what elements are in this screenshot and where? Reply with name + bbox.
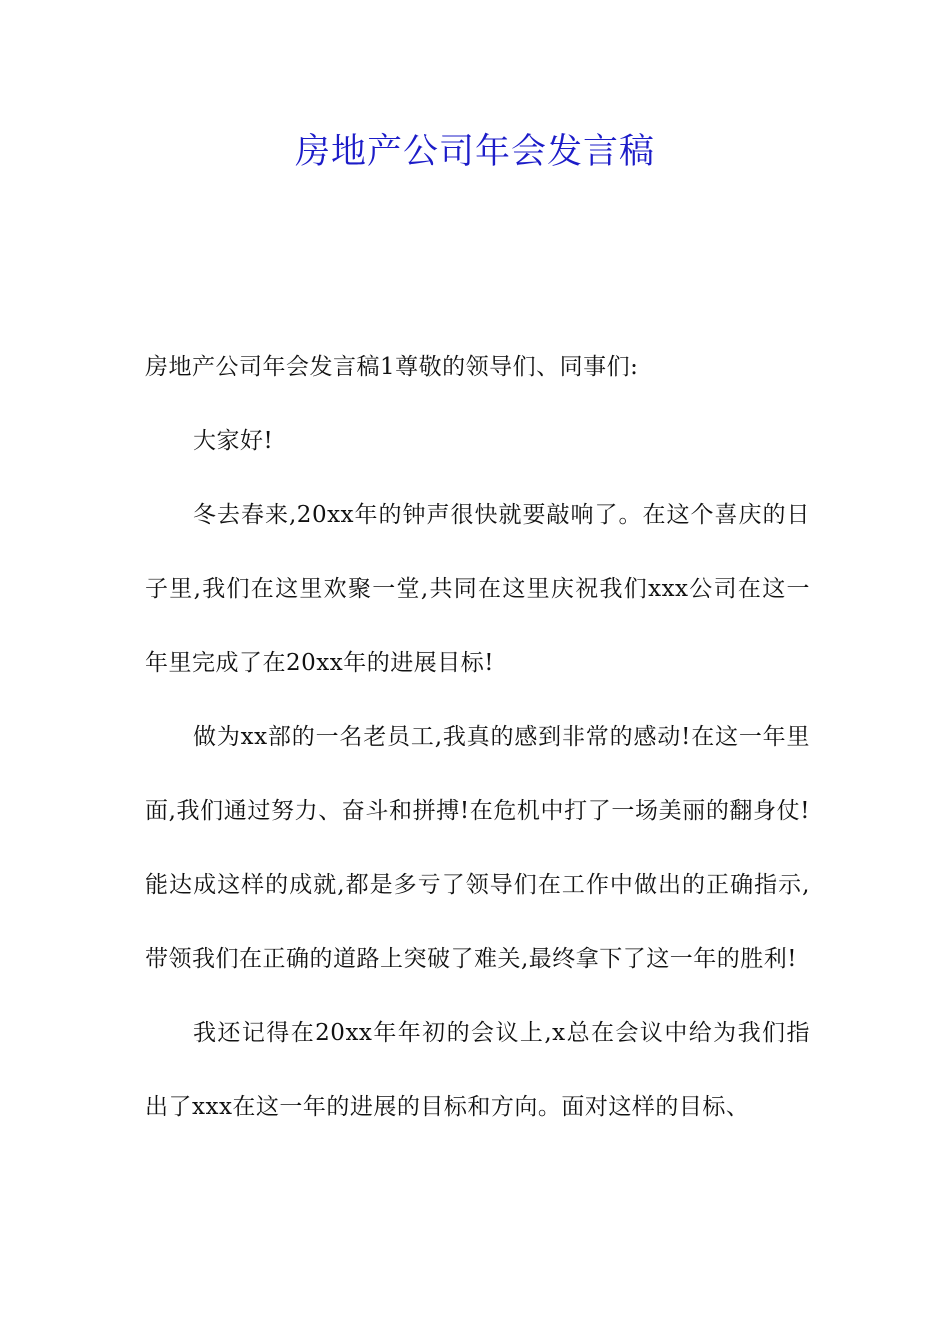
document-title: 房地产公司年会发言稿 [294,132,655,172]
paragraph-meeting-memory: 我还记得在20xx年年初的会议上,x总在会议中给为我们指出了xxx在这一年的进展的目标和方向。面对这样的目标、 [145,1020,810,1120]
document-body [145,330,810,1144]
paragraph-hello: 大家好! [193,428,274,454]
paragraph-heading-greeting: 房地产公司年会发言稿1尊敬的领导们、同事们: [145,354,639,380]
paragraph-achievement: 做为xx部的一名老员工,我真的感到非常的感动!在这一年里面,我们通过努力、奋斗和拼搏!在危机中打了一场美丽的翻身仗!能达成这样的成就,都是多亏了领导们在工作中做出的正确指示,带领我们在正确的道路上突破了难关,最终拿下了这一年的胜利! [145,724,810,972]
paragraph-new-year: 冬去春来,20xx年的钟声很快就要敲响了。在这个喜庆的日子里,我们在这里欢聚一堂,共同在这里庆祝我们xxx公司在这一年里完成了在20xx年的进展目标! [145,502,810,676]
